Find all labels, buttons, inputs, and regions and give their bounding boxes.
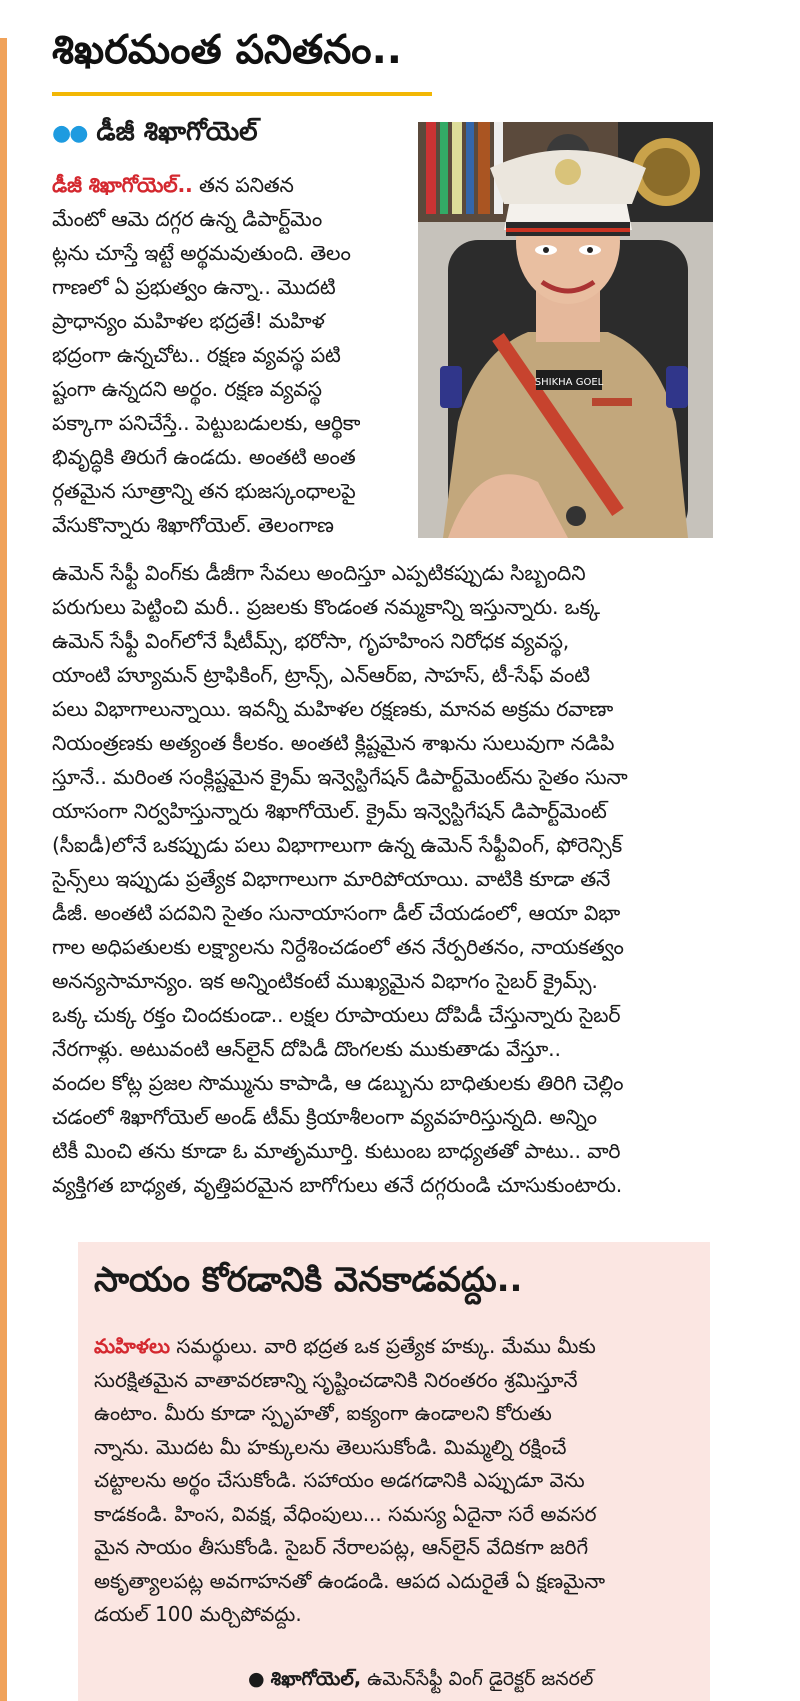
article-line: ఉమెన్ సేఫ్టీ వింగ్‌కు డీజీగా సేవలు అందిస్తూ ఎప్పటికప్పుడు సిబ్బందిని — [52, 561, 586, 585]
article-lead-name: డీజీ శిఖాగోయెల్.. — [52, 173, 193, 197]
article-line: వ్యక్తిగత బాధ్యత, వృత్తిపరమైన బాగోగులు తనే దగ్గరుండి చూసుకుంటారు. — [52, 1173, 623, 1197]
article-line: పలు విభాగాలున్నాయి. ఇవన్నీ మహిళల రక్షణకు, మానవ అక్రమ రవాణా — [52, 697, 614, 721]
sidebar-line: మైన సాయం తీసుకోండి. సైబర్ నేరాలపట్ల, ఆన్‌లైన్ వేదికగా జరిగే — [94, 1535, 589, 1559]
article-line-text: తన పనితన — [192, 173, 294, 197]
name-tag: SHIKHA GOEL — [534, 377, 604, 388]
sidebar-first-line — [94, 1330, 605, 1364]
article-line: పక్కాగా పనిచేస్తే.. పెట్టుబడులకు, ఆర్థికా — [52, 411, 361, 435]
left-accent-bar — [0, 38, 7, 1701]
article-line: వందల కోట్ల ప్రజల సొమ్మును కాపాడి, ఆ డబ్బును బాధితులకు తిరిగి చెల్లిం — [52, 1071, 624, 1095]
sidebar-line-text: సమర్థులు. వారి భద్రత ఒక ప్రత్యేక హక్కు. మేము మీకు — [170, 1334, 596, 1358]
article-first-line — [52, 168, 360, 202]
article-line: పరుగులు పెట్టించి మరీ.. ప్రజలకు కొండంత నమ్మకాన్ని ఇస్తున్నారు. ఒక్క — [52, 595, 600, 619]
article-line: (సీఐడీ)లోనే ఒకప్పుడు పలు విభాగాలుగా ఉన్న ఉమెన్ సేఫ్టీవింగ్, ఫోరెన్సిక్ — [52, 833, 622, 857]
officer-photo — [418, 122, 713, 538]
article-line: వేసుకొన్నారు శిఖాగోయెల్. తెలంగాణ — [52, 513, 334, 537]
sidebar-line: ఉంటాం. మీరు కూడా స్పృహతో, ఐక్యంగా ఉండాలని కోరుతు — [94, 1401, 552, 1425]
headline-underline — [52, 92, 432, 96]
article-line: ప్రాధాన్యం మహిళల భద్రతే! మహిళ — [52, 309, 325, 333]
sidebar-line: సురక్షితమైన వాతావరణాన్ని సృష్టించడానికి నిరంతరం శ్రమిస్తూనే — [94, 1367, 578, 1392]
article-line: నేరగాళ్లు. అటువంటి ఆన్‌లైన్ దోపిడీ దొంగలకు ముకుతాడు వేస్తూ.. — [52, 1037, 561, 1061]
byline — [52, 116, 258, 150]
article-body-narrow — [52, 168, 360, 542]
sidebar-line: చట్టాలను అర్థం చేసుకోండి. సహాయం అడగడానికి ఎప్పుడూ వెను — [94, 1468, 585, 1492]
article-line: అనన్యసామాన్యం. ఇక అన్నింటికంటే ముఖ్యమైన విభాగం సైబర్ క్రైమ్స్. — [52, 969, 598, 993]
article-line: డీజీ. అంతటి పదవిని సైతం సునాయాసంగా డీల్ చేయడంలో, ఆయా విభా — [52, 901, 621, 925]
article-line: భివృద్ధికి తిరుగే ఉండదు. అంతటి అంత — [52, 445, 356, 469]
sidebar-line: అకృత్యాలపట్ల అవగాహనతో ఉండండి. ఆపద ఎదురైతే ఏ క్షణమైనా — [94, 1568, 606, 1593]
article-line: ష్టంగా ఉన్నదని అర్థం. రక్షణ వ్యవస్థ — [52, 377, 322, 401]
sidebar-line: కాడకండి. హింస, వివక్ష, వేధింపులు... సమస్య ఏదైనా సరే అవసర — [94, 1501, 597, 1526]
signature-name: శిఖాగోయెల్, — [270, 1668, 362, 1690]
sidebar-line: న్నాను. మొదట మీ హక్కులను తెలుసుకోండి. మిమ్మల్ని రక్షించే — [94, 1434, 567, 1459]
article-line: టికీ మించి తను కూడా ఓ మాతృమూర్తి. కుటుంబ బాధ్యతతో పాటు.. వారి — [52, 1139, 621, 1163]
sidebar-line: డయల్ 100 మర్చిపోవద్దు. — [94, 1602, 302, 1626]
signature-bullet-icon: ● — [248, 1668, 265, 1690]
article-line: గాణలో ఏ ప్రభుత్వం ఉన్నా.. మొదటి — [52, 275, 336, 299]
article-body-wide — [52, 556, 628, 1202]
article-line: భద్రంగా ఉన్నచోట.. రక్షణ వ్యవస్థ పటి — [52, 343, 341, 367]
article-line: చడంలో శిఖాగోయెల్ అండ్ టీమ్ క్రియాశీలంగా వ్యవహరిస్తున్నది. అన్నిం — [52, 1105, 597, 1129]
article-line: స్తూనే.. మరింత సంక్లిష్టమైన క్రైమ్ ఇన్వెస్టిగేషన్ డిపార్ట్‌మెంట్‌ను సైతం సునా — [52, 765, 628, 789]
article-line: గాల అధిపతులకు లక్ష్యాలను నిర్దేశించడంలో తన నేర్పరితనం, నాయకత్వం — [52, 935, 624, 959]
article-line: మేంటో ఆమె దగ్గర ఉన్న డిపార్ట్‌మెం — [52, 207, 323, 231]
sidebar-box-title: సాయం కోరడానికి వెనకాడవద్దు.. — [94, 1260, 523, 1300]
signature — [248, 1665, 593, 1693]
article-line: యాసంగా నిర్వహిస్తున్నారు శిఖాగోయెల్. క్రైమ్ ఇన్వెస్టిగేషన్ డిపార్ట్‌మెంట్ — [52, 799, 607, 823]
headline: శిఖరమంత పనితనం.. — [52, 27, 402, 73]
article-line: ఉమెన్ సేఫ్టీ వింగ్‌లోనే షీటీమ్స్, భరోసా, గృహహింస నిరోధక వ్యవస్థ, — [52, 629, 570, 653]
sidebar-lead-word: మహిళలు — [94, 1334, 171, 1358]
bullet-dots-icon: ●● — [52, 121, 87, 146]
sidebar-box-body — [94, 1330, 605, 1632]
signature-title: ఉమెన్‌సేఫ్టీ వింగ్ డైరెక్టర్ జనరల్ — [361, 1668, 594, 1690]
article-line: ట్లను చూస్తే ఇట్టే అర్థమవుతుంది. తెలం — [52, 241, 351, 265]
byline-name: డీజీ శిఖాగోయెల్ — [96, 117, 258, 147]
article-line: ర్గతమైన సూత్రాన్ని తన భుజస్కంధాలపై — [52, 479, 356, 503]
article-line: నియంత్రణకు అత్యంత కీలకం. అంతటి క్లిష్టమైన శాఖను సులువుగా నడిపి — [52, 731, 615, 755]
article-line: ఒక్క చుక్క రక్తం చిందకుండా.. లక్షల రూపాయలు దోపిడీ చేస్తున్నారు సైబర్ — [52, 1003, 621, 1027]
article-line: యాంటి హ్యూమన్ ట్రాఫికింగ్, ట్రాన్స్, ఎన్ఆర్ఐ, సాహస్, టీ-సేఫ్ వంటి — [52, 663, 590, 687]
article-line: సైన్స్‌లు ఇప్పుడు ప్రత్యేక విభాగాలుగా మారిపోయాయి. వాటికి కూడా తనే — [52, 867, 611, 891]
